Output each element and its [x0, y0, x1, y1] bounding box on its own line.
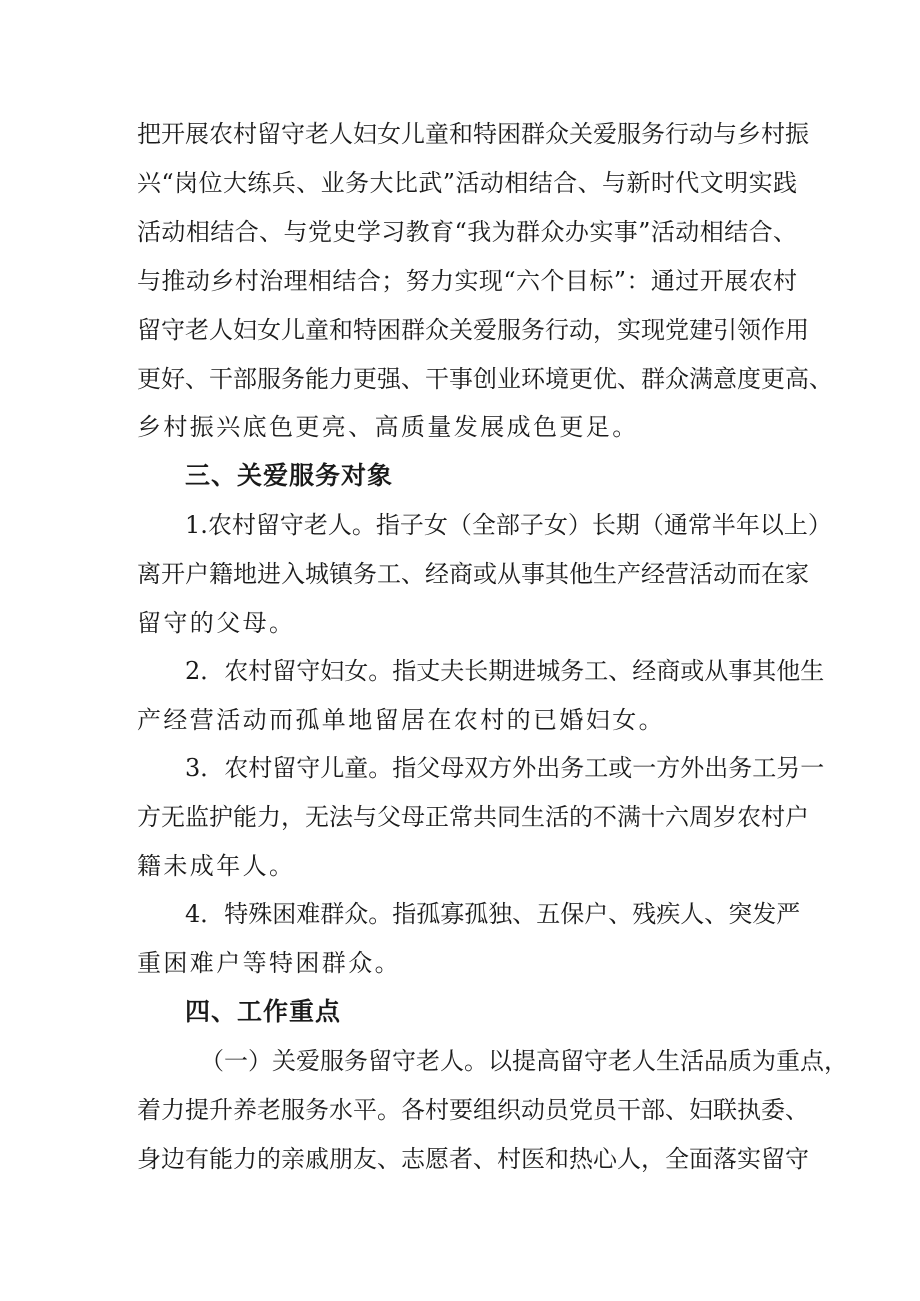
body-text-line: 留守的父母。: [137, 609, 296, 637]
body-text-line: 把开展农村留守老人妇女儿童和特困群众关爱服务行动与乡村振: [137, 120, 809, 148]
body-text-line: 产经营活动而孤单地留居在农村的已婚妇女。: [137, 706, 665, 734]
body-text-line: 3．农村留守儿童。指父母双方外出务工或一方外出务工另一: [185, 754, 825, 782]
body-text-line: 着力提升养老服务水平。各村要组织动员党员干部、妇联执委、: [137, 1096, 809, 1124]
body-text-line: 离开户籍地进入城镇务工、经商或从事其他生产经营活动而在家: [137, 560, 809, 588]
body-text-line: 身边有能力的亲戚朋友、志愿者、村医和热心人，全面落实留守: [137, 1145, 809, 1173]
body-text-line: 4．特殊困难群众。指孤寡孤独、五保户、残疾人、突发严: [185, 900, 801, 928]
body-text-line: 与推动乡村治理相结合；努力实现“六个目标”：通过开展农村: [137, 267, 797, 295]
body-text-line: 重困难户等特困群众。: [137, 949, 401, 977]
section-heading: 三、关爱服务对象: [185, 461, 394, 490]
body-text-line: 更好、干部服务能力更强、干事创业环境更优、群众满意度更高、: [137, 365, 833, 393]
body-text-line: 方无监护能力，无法与父母正常共同生活的不满十六周岁农村户: [137, 803, 809, 831]
body-text-line: 留守老人妇女儿童和特困群众关爱服务行动，实现党建引领作用: [137, 316, 809, 344]
body-text-line: 活动相结合、与党史学习教育“我为群众办实事”活动相结合、: [137, 218, 797, 246]
body-text-line: 乡村振兴底色更亮、高质量发展成色更足。: [137, 413, 639, 441]
body-text-line: （一）关爱服务留守老人。以提高留守老人生活品质为重点，: [200, 1047, 848, 1075]
body-text-line: 2．农村留守妇女。指丈夫长期进城务工、经商或从事其他生: [185, 657, 825, 685]
body-text-line: 兴“岗位大练兵、业务大比武”活动相结合、与新时代文明实践: [137, 169, 797, 197]
body-text-line: 1.农村留守老人。指子女（全部子女）长期（通常半年以上）: [185, 511, 832, 539]
section-heading: 四、工作重点: [185, 997, 342, 1026]
body-text-line: 籍未成年人。: [137, 852, 296, 880]
